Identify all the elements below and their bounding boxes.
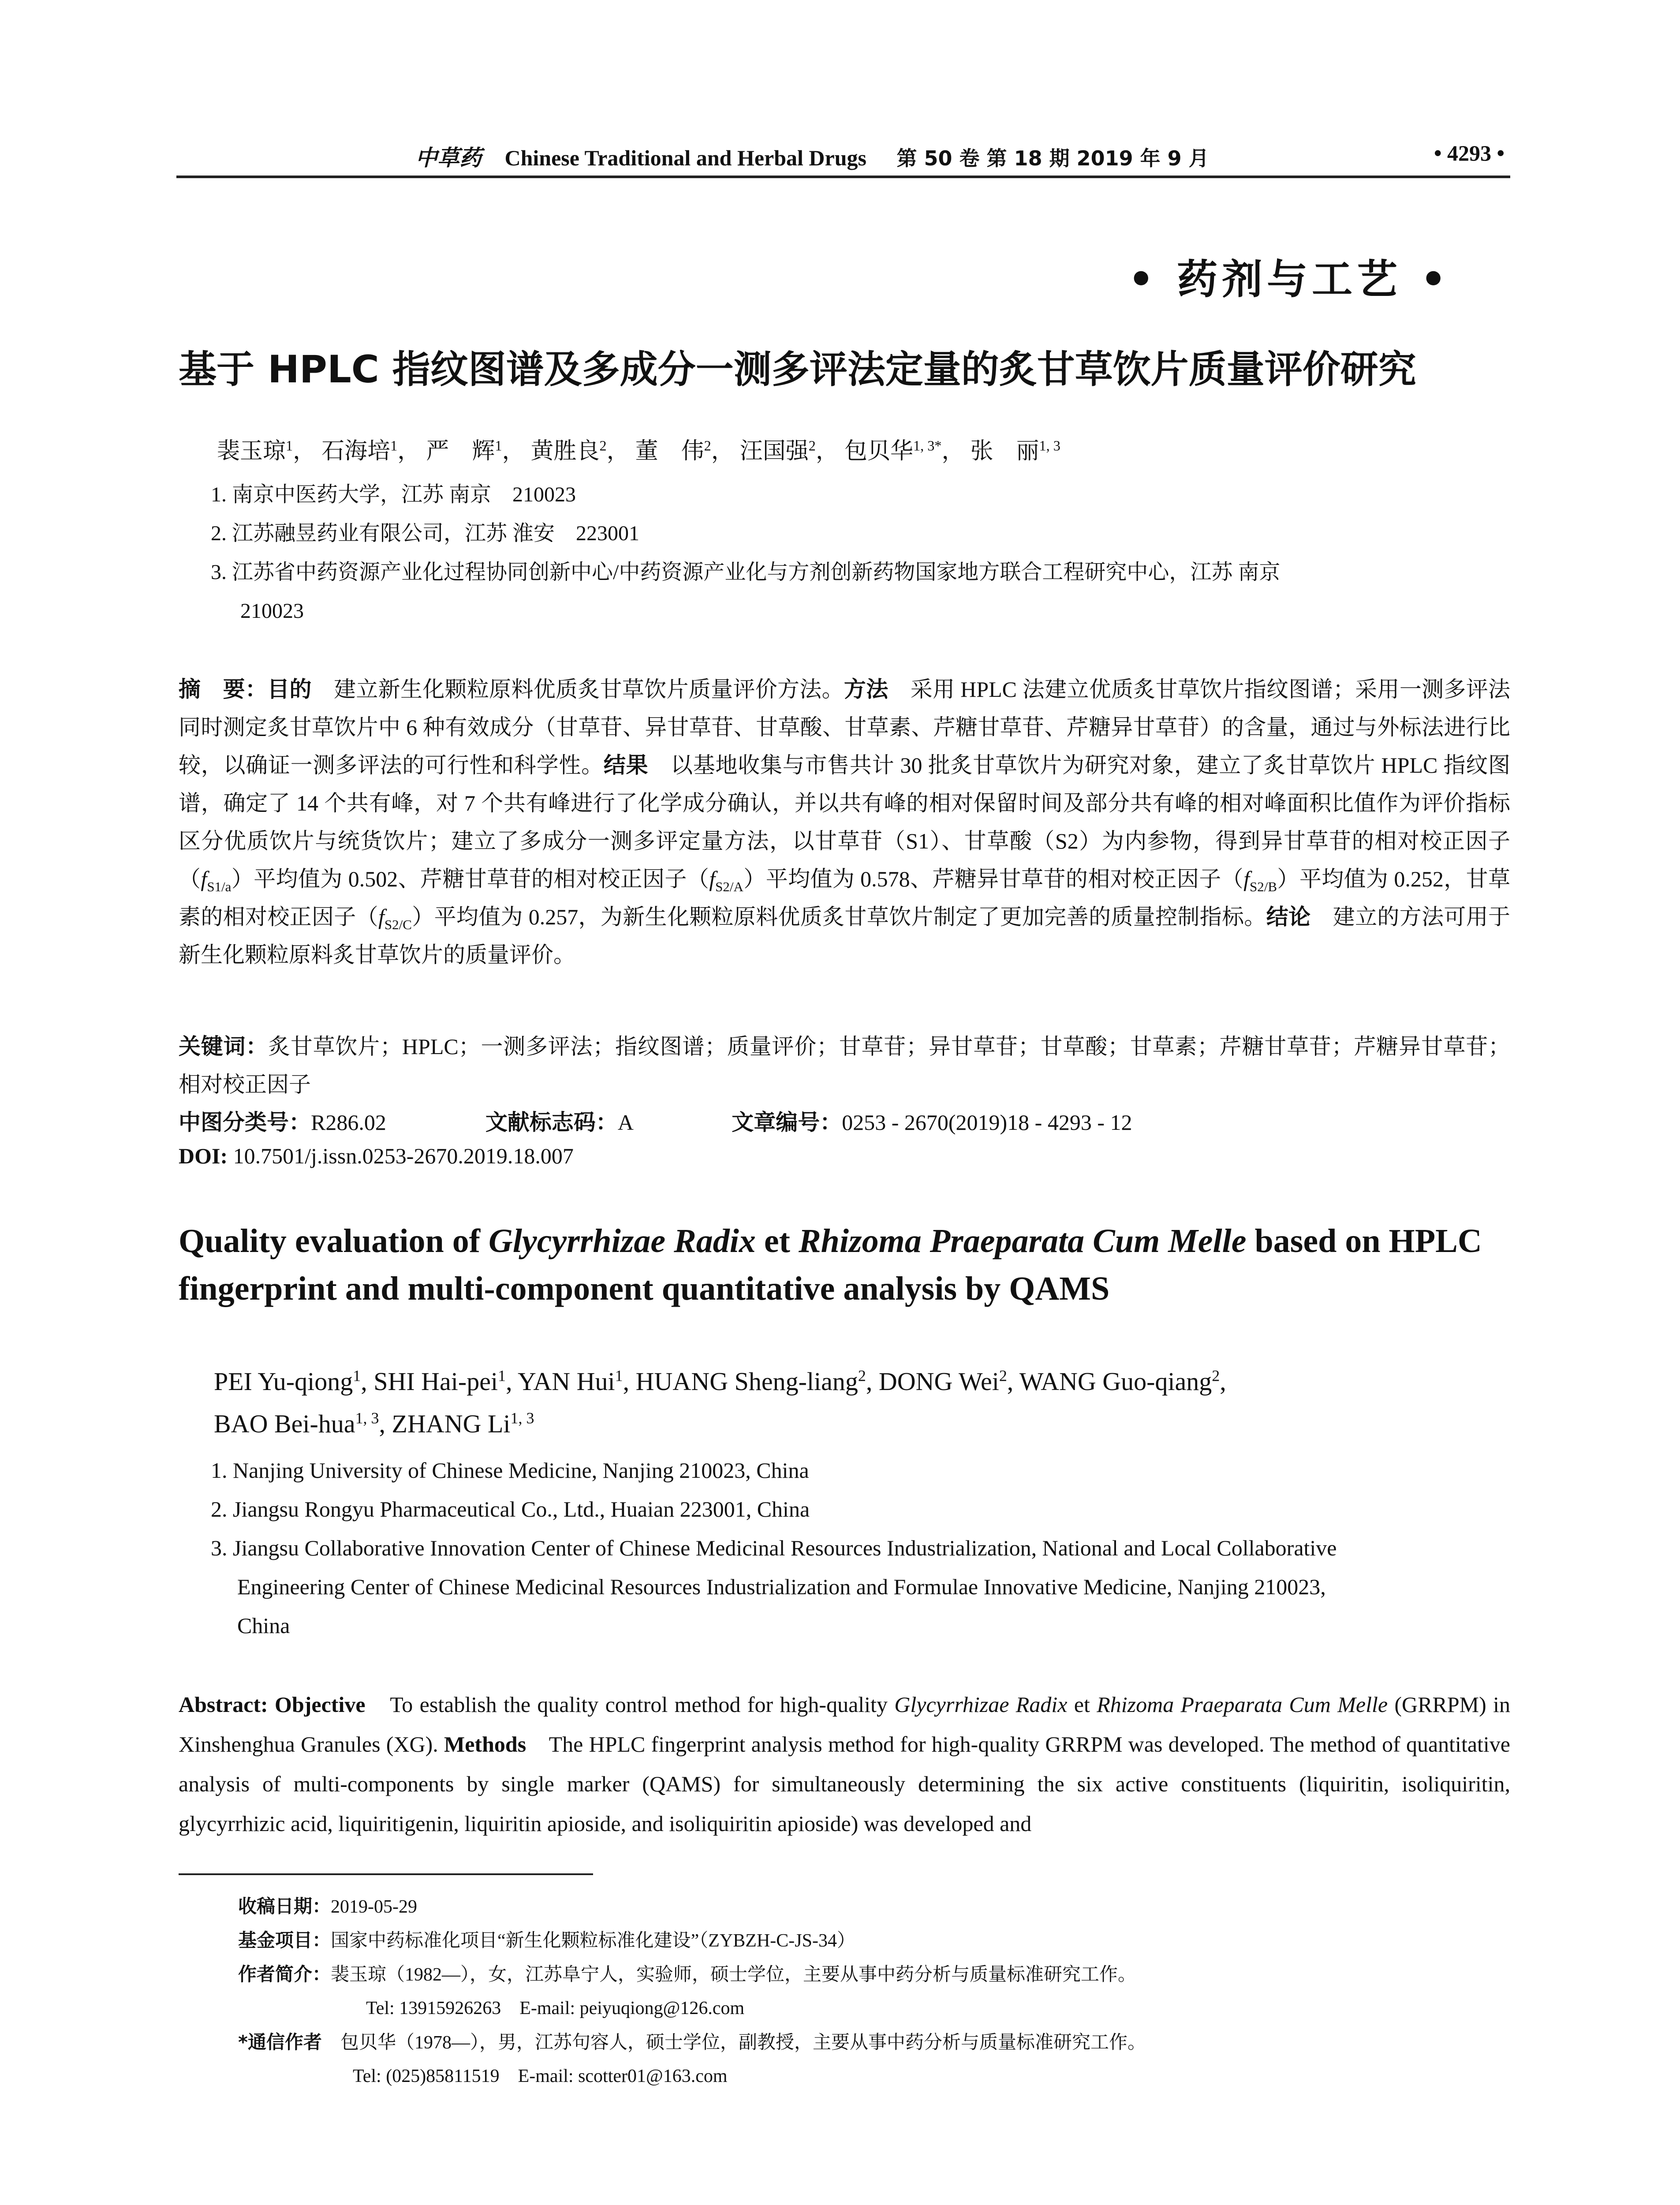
title-cn: 基于 HPLC 指纹图谱及多成分一测多评法定量的炙甘草饮片质量评价研究 [179, 348, 1416, 392]
authors-en [214, 1360, 1493, 1445]
author-en: SHI Hai-pei$^1$, [373, 1367, 518, 1396]
objective-text: 建立新生化颗粒原料优质炙甘草饮片质量评价方法。 [334, 677, 844, 702]
doc-code-label: 文献标志码： [485, 1110, 618, 1135]
journal-name-cn: 中草药 [415, 145, 482, 171]
authors-cn [217, 432, 1060, 465]
classification-line [179, 1105, 1132, 1136]
author-cn: 汪国强$^2$， [739, 437, 839, 464]
keywords-cn [179, 1028, 1510, 1103]
methods-en-label: Methods [444, 1732, 526, 1757]
running-header [415, 140, 1209, 172]
methods-text: 采用 HPLC 法建立优质炙甘草饮片指纹图谱；采用一测多评法同时测定炙甘草饮片中 6 种有效成分（甘草苷、异甘草苷、甘草酸、甘草素、芹糖甘草苷、芹糖异甘草苷）的含量，通过与外标法进行比较，以确证一测多评法的可行性和科学性。 [179, 677, 1511, 777]
article-no-label: 文章编号： [732, 1110, 842, 1135]
footnote-author-contact: Tel: 13915926263 E-mail: peiyuqiong@126.com [366, 1998, 745, 2018]
objective-label: 目的 [267, 676, 312, 702]
abstract-en: Abstract: Objective To establish the quality control method for high-quality Glycyrrhizae Radix et Rhizoma Praeparata Cum Melle (GRRPM) in Xinshenghua Granules (XG). Methods The HPLC fingerprint analysis method for high-quality GRRPM was developed. The method of quantitative analysis of multi-components by single marker (QAMS) for simultaneously determining the six active constituents (liquiritin, isoliquiritin, glycyrrhizic acid, liquiritigenin, liquiritin apioside, and isoliquiritin apioside) was developed and [179, 1692, 1511, 1836]
footnote-fund: 基金项目：国家中药标准化项目“新生化颗粒标准化建设”（ZYBZH-C-JS-34） [238, 1929, 855, 1951]
footnote-rule [179, 1873, 593, 1875]
keywords-text: 炙甘草饮片；HPLC；一测多评法；指纹图谱；质量评价；甘草苷；异甘草苷；甘草酸；甘草素；芹糖甘草苷；芹糖异甘草苷；相对校正因子 [179, 1034, 1511, 1097]
author-en: YAN Hui$^1$, [517, 1367, 636, 1396]
doi-label: DOI: [179, 1144, 228, 1168]
results-label: 结果 [603, 752, 649, 778]
doc-code-value: A [617, 1110, 633, 1135]
author-cn: 石海培$^1$， [321, 437, 421, 464]
conclusion-label: 结论 [1266, 904, 1311, 930]
journal-issue: 第 50 卷 第 18 期 2019 年 9 月 [896, 146, 1209, 170]
affiliation-en-continued: Engineering Center of Chinese Medicinal Resources Industrialization and Formulae Innovative Medicine, Nanjing 210023, [237, 1574, 1326, 1599]
affiliations-en [211, 1451, 1512, 1645]
author-cn: 包贝华$^{1, 3*}$， [844, 437, 965, 464]
keywords-label: 关键词： [179, 1034, 269, 1059]
affiliation-cn-continued: 210023 [240, 599, 304, 623]
abstract-en-label: Abstract: Objective [179, 1692, 366, 1717]
affiliation-en: 1. Nanjing University of Chinese Medicine, Nanjing 210023, China [211, 1458, 809, 1483]
title-en: Quality evaluation of Glycyrrhizae Radix et Rhizoma Praeparata Cum Melle based on HPLC fingerprint and multi-component quantitative analysis by QAMS [179, 1222, 1482, 1307]
affiliation-cn: 1. 南京中医药大学，江苏 南京 210023 [211, 483, 576, 506]
clc-label: 中图分类号： [179, 1110, 311, 1135]
affiliations-cn [211, 475, 1507, 631]
footnote-corresponding-contact: Tel: (025)85811519 E-mail: scotter01@163.com [353, 2066, 728, 2086]
affiliation-en: 3. Jiangsu Collaborative Innovation Center of Chinese Medicinal Resources Industrialization, National and Local Collaborative [211, 1536, 1337, 1560]
affiliation-en-continued: China [237, 1613, 290, 1638]
footnote-author-bio: 作者简介：裴玉琼（1982—），女，江苏阜宁人，实验师，硕士学位，主要从事中药分析与质量标准研究工作。 [238, 1963, 1137, 1985]
author-en: BAO Bei-hua$^{1, 3}$, [214, 1409, 392, 1438]
author-cn: 董 伟$^2$， [635, 437, 734, 464]
methods-label: 方法 [844, 676, 889, 702]
doi-line [179, 1143, 574, 1169]
page-number: • 4293 • [1434, 141, 1505, 165]
author-en: DONG Wei$^2$, [878, 1367, 1019, 1396]
affiliation-cn: 3. 江苏省中药资源产业化过程协同创新中心/中药资源产业化与方剂创新药物国家地方联合工程研究中心，江苏 南京 [211, 561, 1281, 584]
journal-name-en: Chinese Traditional and Herbal Drugs [504, 146, 866, 170]
footnote-corresponding: *通信作者 包贝华（1978—），男，江苏句容人，硕士学位，副教授，主要从事中药分析与质量标准研究工作。 [238, 2031, 1146, 2053]
author-cn: 严 辉$^1$， [426, 437, 525, 464]
header-rule [176, 176, 1510, 178]
author-cn: 张 丽$^{1, 3}$ [970, 437, 1060, 464]
column-label: • 药剂与工艺 • [1128, 255, 1451, 303]
author-en: ZHANG Li$^{1, 3}$ [392, 1409, 534, 1438]
doi-link[interactable]: 10.7501/j.issn.0253-2670.2019.18.007 [233, 1144, 574, 1168]
results-text: 以基地收集与市售共计 30 批炙甘草饮片为研究对象，建立了炙甘草饮片 HPLC 指纹图谱，确定了 14 个共有峰，对 7 个共有峰进行了化学成分确认，并以共有峰的相对保留时间及部分共有峰的相对峰面积比值作为评价指标区分优质饮片与统货饮片；建立了多成分一测多评定量方法，以甘草苷（S1）、甘草酸（S2）为内参物，得到异甘草苷的相对校正因子（ [179, 753, 1511, 891]
article-no-value: 0253 - 2670(2019)18 - 4293 - 12 [842, 1110, 1132, 1135]
conclusion-text: 建立的方法可用于新生化颗粒原料炙甘草饮片的质量评价。 [179, 904, 1511, 967]
author-en: HUANG Sheng-liang$^2$, [635, 1367, 879, 1396]
abstract-cn: 摘 要：目的 建立新生化颗粒原料优质炙甘草饮片质量评价方法。方法 采用 HPLC 法建立优质炙甘草饮片指纹图谱；采用一测多评法同时测定炙甘草饮片中 6 种有效成分（甘草苷、异甘草苷、甘草酸、甘草素、芹糖甘草苷、芹糖异甘草苷）的含量，通过与外标法进行比较，以确证一测多评法的可行性和科学性。结果 以基地收集与市售共计 30 批炙甘草饮片为研究对象，建立了炙甘草饮片 HPLC 指纹图谱，确定了 14 个共有峰，对 7 个共有峰进行了化学成分确认，并以共有峰的相对保留时间及部分共有峰的相对峰面积比值作为评价指标区分优质饮片与统货饮片；建立了多成分一测多评定量方法，以甘草苷（S1）、甘草酸（S2）为内参物，得到异甘草苷的相对校正因子$(f_{S1/a})$平均值为 0.502、芹糖甘草苷的相对校正因子$(f_{S2/A})$平均值为 0.578、芹糖异甘草苷的相对校正因子$(f_{S2/B})$平均值为 0.252，甘草素的相对校正因子$(f_{S2/C})$平均值为 0.257，为新生化颗粒原料优质炙甘草饮片制定了更加完善的质量控制指标。结论 建立的方法可用于新生化颗粒原料炙甘草饮片的质量评价。 [179, 676, 1511, 967]
footnote-received: 收稿日期：2019-05-29 [238, 1895, 417, 1917]
clc-value: R286.02 [311, 1110, 386, 1135]
author-en: WANG Guo-qiang$^2$, [1019, 1367, 1226, 1396]
abstract-label: 摘 要： [179, 676, 268, 702]
author-cn: 黄胜良$^2$， [530, 437, 630, 464]
affiliation-cn: 2. 江苏融昱药业有限公司，江苏 淮安 223001 [211, 522, 640, 545]
author-cn: 裴玉琼$^1$， [217, 437, 316, 464]
affiliation-en: 2. Jiangsu Rongyu Pharmaceutical Co., Ltd., Huaian 223001, China [211, 1497, 810, 1521]
author-en: PEI Yu-qiong$^1$, [214, 1367, 374, 1396]
